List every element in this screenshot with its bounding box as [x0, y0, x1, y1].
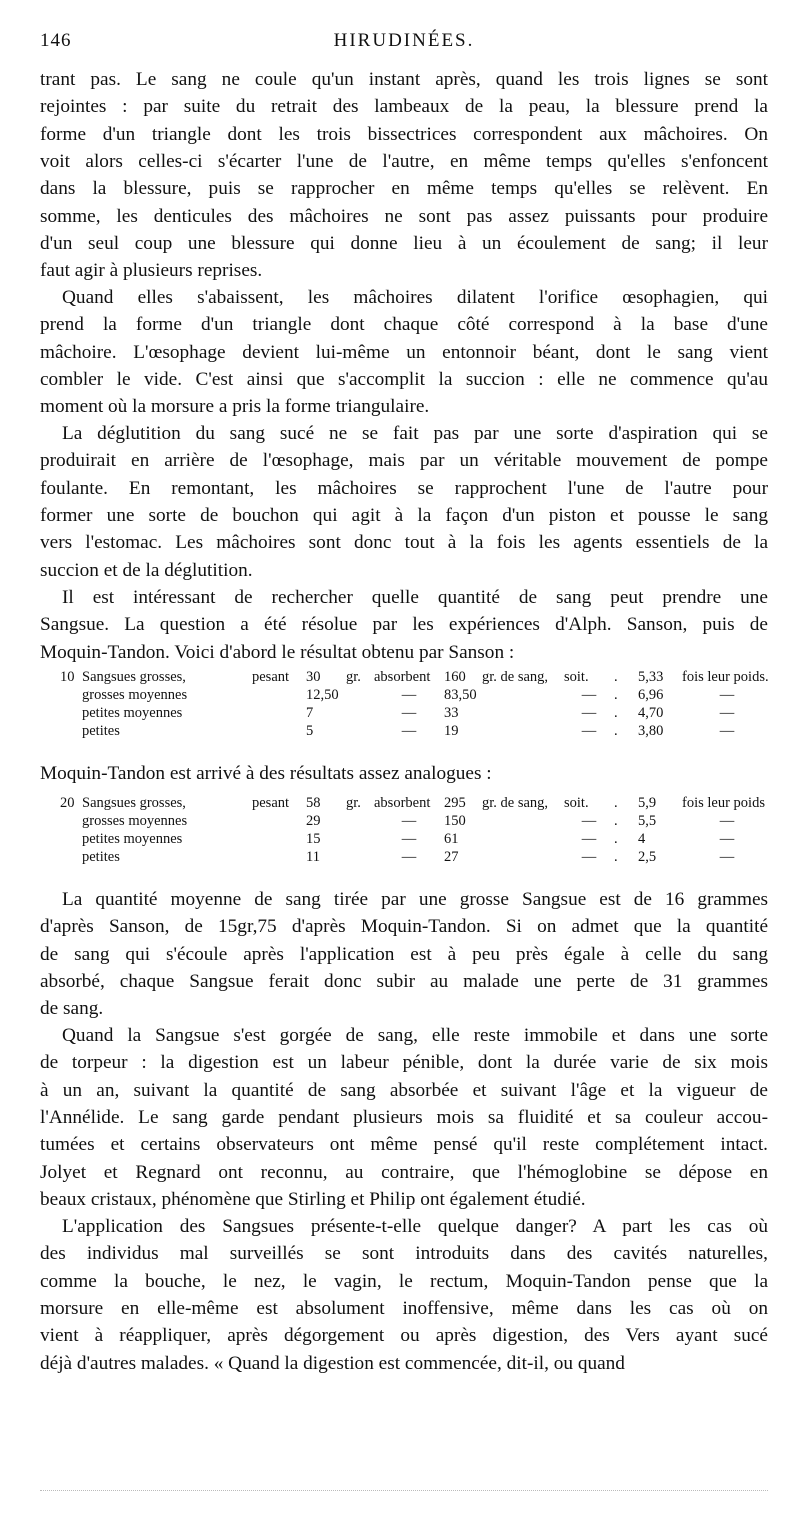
- text-line: Jolyet et Regnard ont reconnu, au contraire, que l'hémoglobine se dépose en: [40, 1161, 768, 1183]
- text-line: prend la forme d'un triangle dont chaque côté correspond à la base d'une: [40, 314, 768, 336]
- table-cell: 6,96: [638, 687, 664, 703]
- table-row: [60, 668, 772, 686]
- table-cell: 58: [306, 795, 321, 811]
- table-cell: 29: [306, 813, 321, 829]
- table-cell: absorbent: [374, 795, 431, 811]
- text-line: somme, les denticules des mâchoires ne sont pas assez puissants pour produire: [40, 205, 768, 227]
- text-line: foulante. En remontant, les mâchoires se rapprochent l'une de l'autre pour: [40, 477, 768, 499]
- table-cell: [252, 830, 306, 848]
- table-cell: 5: [306, 723, 314, 739]
- text-line: L'application des Sangsues présente-t-elle quelque danger? A part les cas où: [62, 1216, 768, 1237]
- table-cell: [252, 722, 306, 740]
- table-cell: [60, 686, 82, 704]
- table-cell: .: [614, 813, 618, 829]
- table-cell: Sangsues grosses,: [82, 669, 186, 685]
- table-cell: [346, 848, 374, 866]
- table-cell: fois leur poids: [682, 795, 765, 811]
- table-cell: petites moyennes: [82, 831, 183, 847]
- table-cell: [60, 812, 82, 830]
- table-cell: —: [719, 687, 735, 703]
- table-cell: .: [614, 705, 618, 721]
- table-moquin: [60, 794, 772, 866]
- table-cell: pesant: [252, 669, 290, 685]
- table-row: [60, 704, 772, 722]
- text-line: former une sorte de bouchon qui agit à la façon d'un piston et pousse le sang: [40, 504, 768, 526]
- table-cell: —: [719, 849, 735, 865]
- table-cell: petites: [82, 849, 120, 865]
- text-line: morsure en elle-même est absolument inoffensive, même dans les cas où on: [40, 1297, 768, 1319]
- table-cell: grosses moyennes: [82, 813, 188, 829]
- text-line: à un an, suivant la quantité de sang absorbée et suivant l'âge et la vigueur de: [40, 1079, 768, 1101]
- text-line: succion et de la déglutition.: [40, 559, 253, 581]
- text-line: produirait en arrière de l'œsophage, mais par un véritable mouvement de pompe: [40, 450, 768, 472]
- table-cell: 2,5: [638, 849, 657, 865]
- table-cell: .: [614, 849, 618, 865]
- table-cell: —: [719, 813, 735, 829]
- table-cell: —: [719, 723, 735, 739]
- table-cell: petites moyennes: [82, 705, 183, 721]
- table-row: [60, 812, 772, 830]
- table-cell: [346, 704, 374, 722]
- table-cell: 33: [444, 705, 459, 721]
- table-cell: 4,70: [638, 705, 664, 721]
- table-cell: —: [401, 705, 417, 721]
- table-cell: 5,5: [638, 813, 657, 829]
- text-line: beaux cristaux, phénomène que Stirling et Philip ont également étudié.: [40, 1188, 586, 1210]
- table-cell: petites: [82, 723, 120, 739]
- table-cell: [482, 704, 564, 722]
- table-cell: 295: [444, 795, 466, 811]
- text-line: Quand la Sangsue s'est gorgée de sang, elle reste immobile et dans une sorte: [62, 1025, 768, 1046]
- table-cell: —: [401, 687, 417, 703]
- text-line: de sang qui s'écoule après l'application est à peu près égale à celle du sang: [40, 943, 768, 965]
- table-cell: —: [401, 723, 417, 739]
- table-cell: —: [719, 831, 735, 847]
- table-cell: .: [614, 795, 618, 811]
- table-cell: [346, 722, 374, 740]
- table-cell: [482, 812, 564, 830]
- table-cell: 5,33: [638, 669, 664, 685]
- text-line: d'un seul coup une blessure qui donne lieu à un écoulement de sang; il leur: [40, 232, 768, 254]
- table-cell: —: [719, 705, 735, 721]
- table-cell: [482, 830, 564, 848]
- table-cell: 61: [444, 831, 459, 847]
- table-cell: —: [581, 813, 597, 829]
- table-cell: —: [581, 687, 597, 703]
- text-line: dans la blessure, puis se rapprocher en même temps qu'elles se relèvent. En: [40, 178, 768, 200]
- table-cell: 83,50: [444, 687, 477, 703]
- text-line: Moquin-Tandon. Voici d'abord le résultat obtenu par Sanson :: [40, 641, 515, 663]
- table-row: [60, 848, 772, 866]
- text-line: de sang.: [40, 998, 104, 1020]
- text-line: absorbé, chaque Sangsue ferait donc subir au malade une perte de 31 grammes: [40, 970, 768, 992]
- table-cell: 12,50: [306, 687, 339, 703]
- table-cell: 150: [444, 813, 466, 829]
- table-cell: 15: [306, 831, 321, 847]
- table-cell: 7: [306, 705, 314, 721]
- table-cell: 11: [306, 849, 320, 865]
- table-row: [60, 794, 772, 812]
- table-cell: [252, 704, 306, 722]
- text-line: combler le vide. C'est ainsi que s'accomplit la succion : elle ne commence qu'au: [40, 368, 768, 390]
- table-cell: [482, 686, 564, 704]
- table-cell: —: [581, 831, 597, 847]
- table-cell: grosses moyennes: [82, 687, 188, 703]
- table-cell: [252, 686, 306, 704]
- table-cell: [346, 830, 374, 848]
- text-line: La quantité moyenne de sang tirée par une grosse Sangsue est de 16 grammes: [62, 889, 768, 910]
- text-line: vient à réappliquer, après dégorgement ou après digestion, des Vers ayant sucé: [40, 1325, 768, 1347]
- text-line: Moquin-Tandon est arrivé à des résultats assez analogues :: [40, 763, 492, 784]
- table-cell: Sangsues grosses,: [82, 795, 186, 811]
- bottom-rule: [40, 1490, 768, 1492]
- table-cell: gr.: [346, 669, 361, 685]
- table-cell: gr. de sang,: [482, 795, 549, 811]
- table-cell: [60, 848, 82, 866]
- text-line: vers l'estomac. Les mâchoires sont donc tout à la fois les agents essentiels de la: [40, 532, 768, 554]
- table-cell: [60, 830, 82, 848]
- table-cell: .: [614, 831, 618, 847]
- table-cell: gr. de sang,: [482, 669, 549, 685]
- table-cell: 160: [444, 669, 466, 685]
- running-title: HIRUDINÉES.: [333, 30, 475, 51]
- table-row: [60, 830, 772, 848]
- table-cell: 4: [638, 831, 646, 847]
- table-cell: [346, 812, 374, 830]
- table-cell: [252, 848, 306, 866]
- table-cell: —: [581, 849, 597, 865]
- text-line: de torpeur : la digestion est un labeur pénible, dont la durée varie de six mois: [40, 1052, 768, 1074]
- table-cell: .: [614, 669, 618, 685]
- table-sanson: [60, 668, 772, 740]
- table-cell: [60, 722, 82, 740]
- table-cell: soit.: [564, 795, 589, 811]
- text-line: rejointes : par suite du retrait des lambeaux de la peau, la blessure prend la: [40, 96, 768, 118]
- table-cell: 20: [60, 795, 75, 811]
- table-row: [60, 686, 772, 704]
- text-line: déjà d'autres malades. « Quand la digestion est commencée, dit-il, ou quand: [40, 1352, 625, 1374]
- text-line: moment où la morsure a pris la forme triangulaire.: [40, 396, 430, 418]
- table-cell: —: [401, 813, 417, 829]
- text-line: Quand elles s'abaissent, les mâchoires dilatent l'orifice œsophagien, qui: [62, 287, 768, 308]
- table-cell: 19: [444, 723, 459, 739]
- table-cell: —: [581, 705, 597, 721]
- text-line: voit alors celles-ci s'écarter l'une de l'autre, en même temps qu'elles s'enfoncent: [40, 150, 768, 172]
- table-cell: 5,9: [638, 795, 657, 811]
- table-cell: 3,80: [638, 723, 664, 739]
- text-line: Sangsue. La question a été résolue par les expériences d'Alph. Sanson, puis de: [40, 614, 768, 636]
- table-cell: .: [614, 687, 618, 703]
- text-line: comme la bouche, le nez, le vagin, le rectum, Moquin-Tandon pense que la: [40, 1270, 768, 1292]
- table-cell: [346, 686, 374, 704]
- table-cell: [482, 722, 564, 740]
- table-cell: [482, 848, 564, 866]
- table-cell: 27: [444, 849, 459, 865]
- table-cell: 10: [60, 669, 75, 685]
- table-cell: fois leur poids.: [682, 669, 769, 685]
- table-cell: .: [614, 723, 618, 739]
- table-cell: pesant: [252, 795, 290, 811]
- page-header: [40, 30, 768, 60]
- table-cell: [252, 812, 306, 830]
- table-cell: —: [401, 831, 417, 847]
- text-line: l'Annélide. Le sang garde pendant plusieurs mois sa fluidité et sa couleur accou-: [40, 1106, 768, 1128]
- table-cell: soit.: [564, 669, 589, 685]
- text-line: La déglutition du sang sucé ne se fait pas par une sorte d'aspiration qui se: [62, 423, 768, 444]
- text-line: d'après Sanson, de 15gr,75 d'après Moquin-Tandon. Si on admet que la quantité: [40, 916, 768, 938]
- page-number: 146: [40, 30, 72, 51]
- table-cell: —: [401, 849, 417, 865]
- text-line: mâchoire. L'œsophage devient lui-même un entonnoir béant, dont le sang vient: [40, 341, 768, 363]
- text-line: tumées et certains observateurs ont même pensé qu'il reste complétement intact.: [40, 1134, 768, 1156]
- table-cell: [60, 704, 82, 722]
- text-line: forme d'un triangle dont les trois bissectrices correspondent aux mâchoires. On: [40, 123, 768, 145]
- text-line: trant pas. Le sang ne coule qu'un instant après, quand les trois lignes se sont: [40, 69, 768, 90]
- table-cell: absorbent: [374, 669, 431, 685]
- table-cell: 30: [306, 669, 321, 685]
- text-line: Il est intéressant de rechercher quelle quantité de sang peut prendre une: [62, 587, 768, 608]
- table-cell: —: [581, 723, 597, 739]
- text-line: des individus mal surveillés se sont introduits dans des cavités naturelles,: [40, 1243, 768, 1265]
- table-row: [60, 722, 772, 740]
- table-cell: gr.: [346, 795, 361, 811]
- text-line: faut agir à plusieurs reprises.: [40, 260, 263, 282]
